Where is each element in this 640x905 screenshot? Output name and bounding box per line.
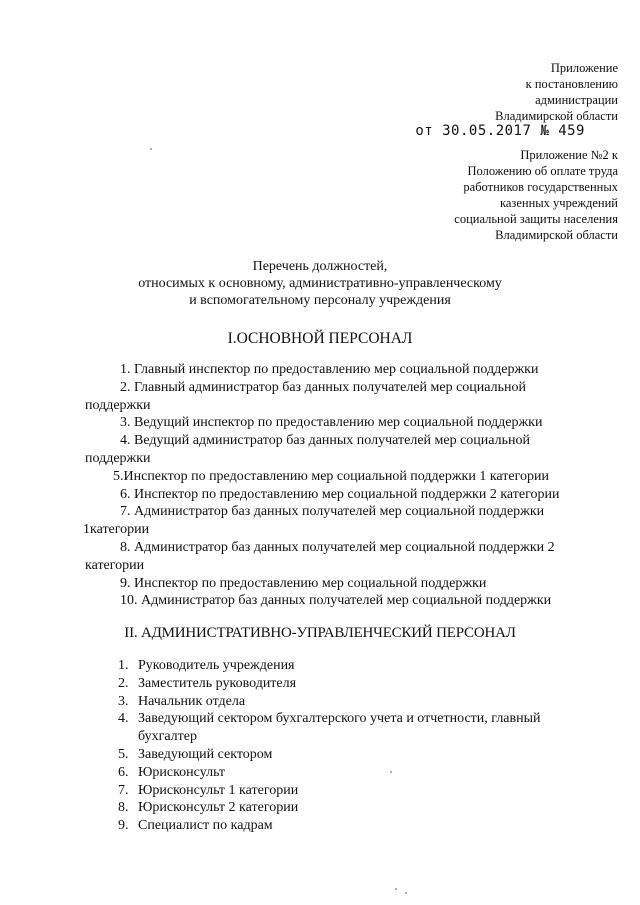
list-item: 2. Главный администратор баз данных получателей мер социальной поддержки: [85, 379, 526, 413]
section1-list: [85, 361, 605, 610]
list-item: 2. Заместитель руководителя: [118, 675, 297, 691]
list-item: 10. Администратор баз данных получателей мер социальной поддержки: [120, 593, 552, 609]
appendix2-line: казенных учреждений: [499, 196, 618, 210]
scan-speck: [395, 888, 397, 890]
title-line: относимых к основному, административно-управленческому: [138, 276, 502, 291]
list-item: 8. Юрисконсульт 2 категории: [118, 800, 299, 816]
section1-heading: I.ОСНОВНОЙ ПЕРСОНАЛ: [227, 330, 413, 347]
appendix-line: администрации: [535, 93, 618, 107]
list-item: 9. Специалист по кадрам: [118, 818, 273, 834]
list-item: 6. Инспектор по предоставлению мер социальной поддержки 2 категории: [120, 486, 560, 502]
appendix2-header: [454, 147, 618, 243]
date-number-stamp: от 30.05.2017 № 459: [415, 123, 585, 139]
list-item: 4. Ведущий администратор баз данных получателей мер социальной поддержки: [85, 433, 530, 466]
title-line: Перечень должностей,: [252, 259, 388, 274]
appendix-line: к постановлению: [525, 77, 618, 91]
document-title: [0, 258, 640, 309]
list-item: 4. Заведующий сектором бухгалтерского учета и отчетности, главный бухгалтер: [118, 711, 541, 745]
appendix2-line: Приложение №2 к: [520, 148, 618, 162]
appendix2-line: Положению об оплате труда: [467, 164, 618, 178]
section2-list: [118, 657, 588, 835]
list-item: 6. Юрисконсульт: [118, 764, 226, 780]
scan-speck: [405, 892, 407, 894]
appendix2-line: работников государственных: [463, 180, 618, 194]
list-item: 3. Ведущий инспектор по предоставлению мер социальной поддержки: [120, 415, 543, 431]
list-item: 1. Главный инспектор по предоставлению мер социальной поддержки: [120, 362, 539, 377]
list-item: 5. Заведующий сектором: [118, 746, 273, 762]
title-line: и вспомогательному персоналу учреждения: [189, 293, 451, 308]
section2-heading: II. АДМИНИСТРАТИВНО-УПРАВЛЕНЧЕСКИЙ ПЕРСОНАЛ: [124, 625, 516, 641]
scan-speck: [150, 148, 152, 150]
list-item: 9. Инспектор по предоставлению мер социальной поддержки: [120, 575, 487, 591]
appendix-line: Владимирской области: [495, 109, 618, 123]
list-item: 8. Администратор баз данных получателей мер социальной поддержки 2 категории: [85, 539, 555, 573]
appendix2-line: Владимирской области: [495, 228, 618, 242]
appendix-header: [495, 60, 618, 124]
appendix2-line: социальной защиты населения: [454, 212, 618, 226]
list-item: 5.Инспектор по предоставлению мер социальной поддержки 1 категории: [113, 468, 549, 484]
scan-speck: [390, 771, 392, 773]
appendix-line: Приложение: [550, 61, 618, 75]
list-item: 7. Юрисконсульт 1 категории: [118, 782, 299, 798]
list-item: 3. Начальник отдела: [118, 693, 246, 709]
list-item: 7. Администратор баз данных получателей мер социальной поддержки 1категории: [83, 504, 545, 538]
list-item: 1. Руководитель учреждения: [118, 658, 295, 673]
